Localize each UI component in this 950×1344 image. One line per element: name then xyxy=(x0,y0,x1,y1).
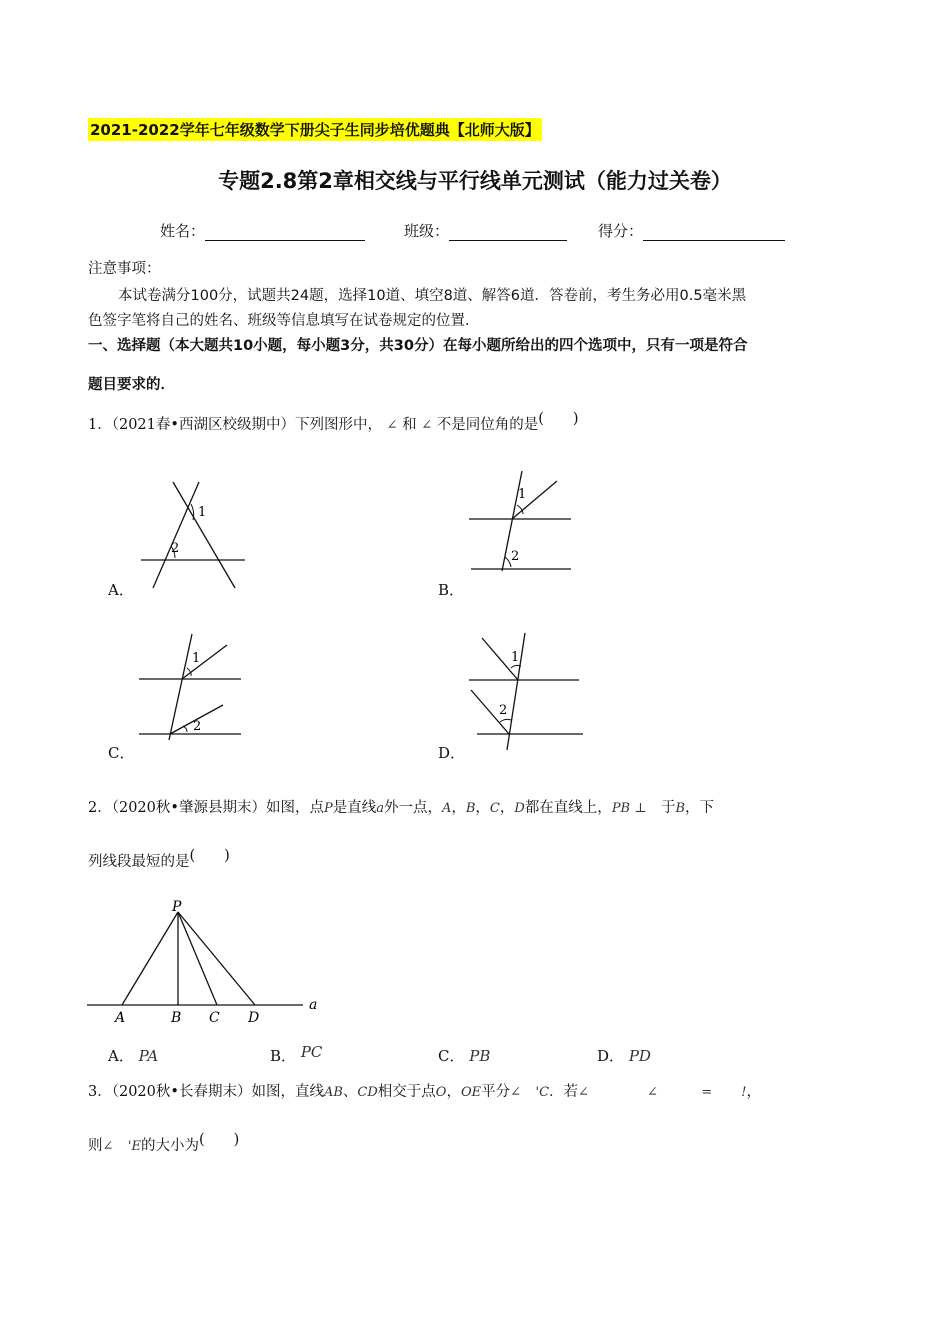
q2-fig-label-line-a: a xyxy=(309,997,318,1013)
q3-var-c: 'C xyxy=(535,1085,550,1100)
fig-b-label-1: 1 xyxy=(518,487,527,502)
q2-answer-paren[interactable]: ( ) xyxy=(189,848,230,864)
q2-text-a: 如图，点 xyxy=(265,800,324,816)
q3-var-o: O xyxy=(435,1085,447,1100)
fig-a-label-2: 2 xyxy=(171,541,180,556)
class-label: 班级： xyxy=(404,222,450,240)
q3-angle4: ∠ xyxy=(102,1139,114,1154)
q3-text-c: 平分 xyxy=(481,1084,511,1100)
q3-line2-b: 的大小为 xyxy=(140,1138,199,1154)
q2-pb-perp: PB ⊥ xyxy=(611,801,647,816)
q2-text-d: 都在直线上， xyxy=(524,800,612,816)
score-blank[interactable] xyxy=(643,224,785,241)
q2-var-D: D xyxy=(514,801,525,816)
q2-option-c-label: C． xyxy=(438,1047,465,1065)
notice-line1: 本试卷满分100分，试题共24题，选择10道、填空8道、解答6道．答卷前，考生务必用0.5毫米黑 xyxy=(118,288,747,304)
q2-fig-label-c: C xyxy=(209,1010,220,1026)
fig-c-label-1: 1 xyxy=(192,651,201,666)
q1-angle2: ∠ xyxy=(421,418,433,433)
q2-number: 2． xyxy=(88,800,112,816)
q1-text-b: 不是同位角的是 xyxy=(436,417,539,433)
q3-number: 3． xyxy=(88,1084,112,1100)
q3-angle: ∠ xyxy=(510,1085,522,1100)
fig-c-label-2: 2 xyxy=(193,719,202,734)
q2-option-b[interactable] xyxy=(270,1045,322,1066)
question-2-line1: 2．（2020秋•肇源县期末）如图，点P是直线a外一点，A，B，C，D都在直线上，PB ⊥ 于B，下 xyxy=(88,800,715,816)
q2-figure xyxy=(85,895,325,1030)
fig-a-line1 xyxy=(173,482,235,588)
q2-fig-label-d: D xyxy=(248,1010,260,1026)
q2-fig-label-b: B xyxy=(171,1010,182,1026)
series-header: 2021-2022学年七年级数学下册尖子生同步培优题典【北师大版】 xyxy=(88,118,542,141)
notice-line2: 色签字笔将自己的姓名、班级等信息填写在试卷规定的位置． xyxy=(88,313,480,329)
fig-a-arc1 xyxy=(191,504,194,520)
fig-d-arc2 xyxy=(500,719,511,722)
q3-source: （2020秋•长春期末） xyxy=(111,1084,252,1100)
q2-var-B: B xyxy=(465,801,476,816)
q1-answer-paren[interactable]: ( ) xyxy=(538,411,579,427)
fig-a-label-1: 1 xyxy=(198,505,207,520)
q1-option-b[interactable]: B． xyxy=(438,581,465,599)
q1-and: 和 xyxy=(402,417,417,433)
q2-option-a-label: A． xyxy=(108,1047,134,1065)
question-2-line2 xyxy=(88,850,230,871)
page-title: 专题2.8第2章相交线与平行线单元测试（能力过关卷） xyxy=(218,169,732,193)
q3-text-b: 相交于点 xyxy=(377,1084,436,1100)
q3-answer-paren[interactable]: ( ) xyxy=(198,1132,240,1148)
fig-d-label-1: 1 xyxy=(511,650,520,665)
q2-line2: 列线段最短的是 xyxy=(88,854,190,870)
q1-angle1: ∠ xyxy=(386,418,398,433)
q2-option-d[interactable] xyxy=(597,1045,651,1066)
q2-option-a-value: PA xyxy=(138,1047,159,1065)
name-blank[interactable] xyxy=(205,224,365,241)
class-blank[interactable] xyxy=(449,224,567,241)
q1-figure-b xyxy=(465,465,580,575)
q2-fig-label-a: A xyxy=(115,1010,126,1026)
q2-option-b-label: B． xyxy=(270,1047,297,1065)
name-field[interactable] xyxy=(160,220,365,241)
q3-comma: ， xyxy=(446,1084,461,1100)
q3-sep: 、 xyxy=(342,1084,358,1100)
q1-figure-a xyxy=(135,470,255,600)
q1-number: 1． xyxy=(88,417,112,433)
q2-option-a[interactable] xyxy=(108,1045,158,1066)
q2-segment-pa xyxy=(122,912,178,1005)
q3-equals: = xyxy=(701,1085,713,1100)
q3-line2-a: 则 xyxy=(88,1138,103,1154)
q3-var-oe: OE xyxy=(460,1085,482,1100)
q1-text-a: 下列图形中， xyxy=(294,417,382,433)
question-1 xyxy=(88,413,579,434)
q2-option-c-value: PB xyxy=(469,1047,491,1065)
class-field[interactable] xyxy=(404,220,567,241)
q2-source: （2020秋•肇源县期末） xyxy=(111,800,266,816)
section1-line1: 一、选择题（本大题共10小题，每小题3分，共30分）在每小题所给出的四个选项中，只有一项是符合 xyxy=(88,338,748,354)
q2-var-p: P xyxy=(323,801,333,816)
q2-var-C: C xyxy=(489,801,500,816)
q3-angle3: ∠ xyxy=(646,1085,658,1100)
q2-text-c: 外一点， xyxy=(383,800,442,816)
q1-option-a[interactable]: A． xyxy=(108,581,134,599)
q3-var-e: 'E xyxy=(127,1139,141,1154)
q3-tail: ! xyxy=(741,1085,747,1100)
q3-var-cd: CD xyxy=(357,1085,378,1100)
notice-heading: 注意事项： xyxy=(88,261,161,277)
q3-comma2: ， xyxy=(746,1084,761,1100)
q2-text-f: ，下 xyxy=(685,800,715,816)
q1-figure-d xyxy=(465,628,590,753)
q1-option-c[interactable]: C． xyxy=(108,744,135,762)
q2-text-b: 是直线 xyxy=(332,800,377,816)
q1-source: （2021春•西湖区校级期中） xyxy=(111,417,295,433)
q1-option-d[interactable]: D． xyxy=(438,744,466,762)
fig-a-line2 xyxy=(153,482,199,588)
q3-var-ab: AB xyxy=(323,1085,343,1100)
section1-line2: 题目要求的． xyxy=(88,377,175,393)
q2-option-d-label: D． xyxy=(597,1047,625,1065)
q3-text-d: ．若 xyxy=(549,1084,579,1100)
score-label: 得分： xyxy=(598,222,644,240)
q2-fig-label-p: P xyxy=(172,899,182,915)
question-3-line1 xyxy=(88,1080,878,1101)
q3-angle2: ∠ xyxy=(578,1085,589,1100)
q2-segment-pc xyxy=(178,912,217,1005)
question-3-line2 xyxy=(88,1134,239,1155)
name-label: 姓名： xyxy=(160,222,206,240)
score-field[interactable] xyxy=(598,220,785,241)
q2-var-A: A xyxy=(441,801,452,816)
q2-option-d-value: PD xyxy=(628,1047,651,1065)
fig-c-arc2 xyxy=(183,726,187,732)
fig-d-label-2: 2 xyxy=(499,703,508,718)
q2-text-e: 于 xyxy=(660,800,676,816)
q2-var-B2: B xyxy=(675,801,686,816)
q2-option-b-value: PC xyxy=(300,1043,323,1061)
q1-figure-c xyxy=(135,628,260,743)
q2-option-c[interactable] xyxy=(438,1045,490,1066)
fig-b-label-2: 2 xyxy=(511,549,520,564)
q3-text-a: 如图，直线 xyxy=(251,1084,324,1100)
q2-var-a: a xyxy=(376,801,384,816)
q2-segment-pd xyxy=(178,912,255,1005)
